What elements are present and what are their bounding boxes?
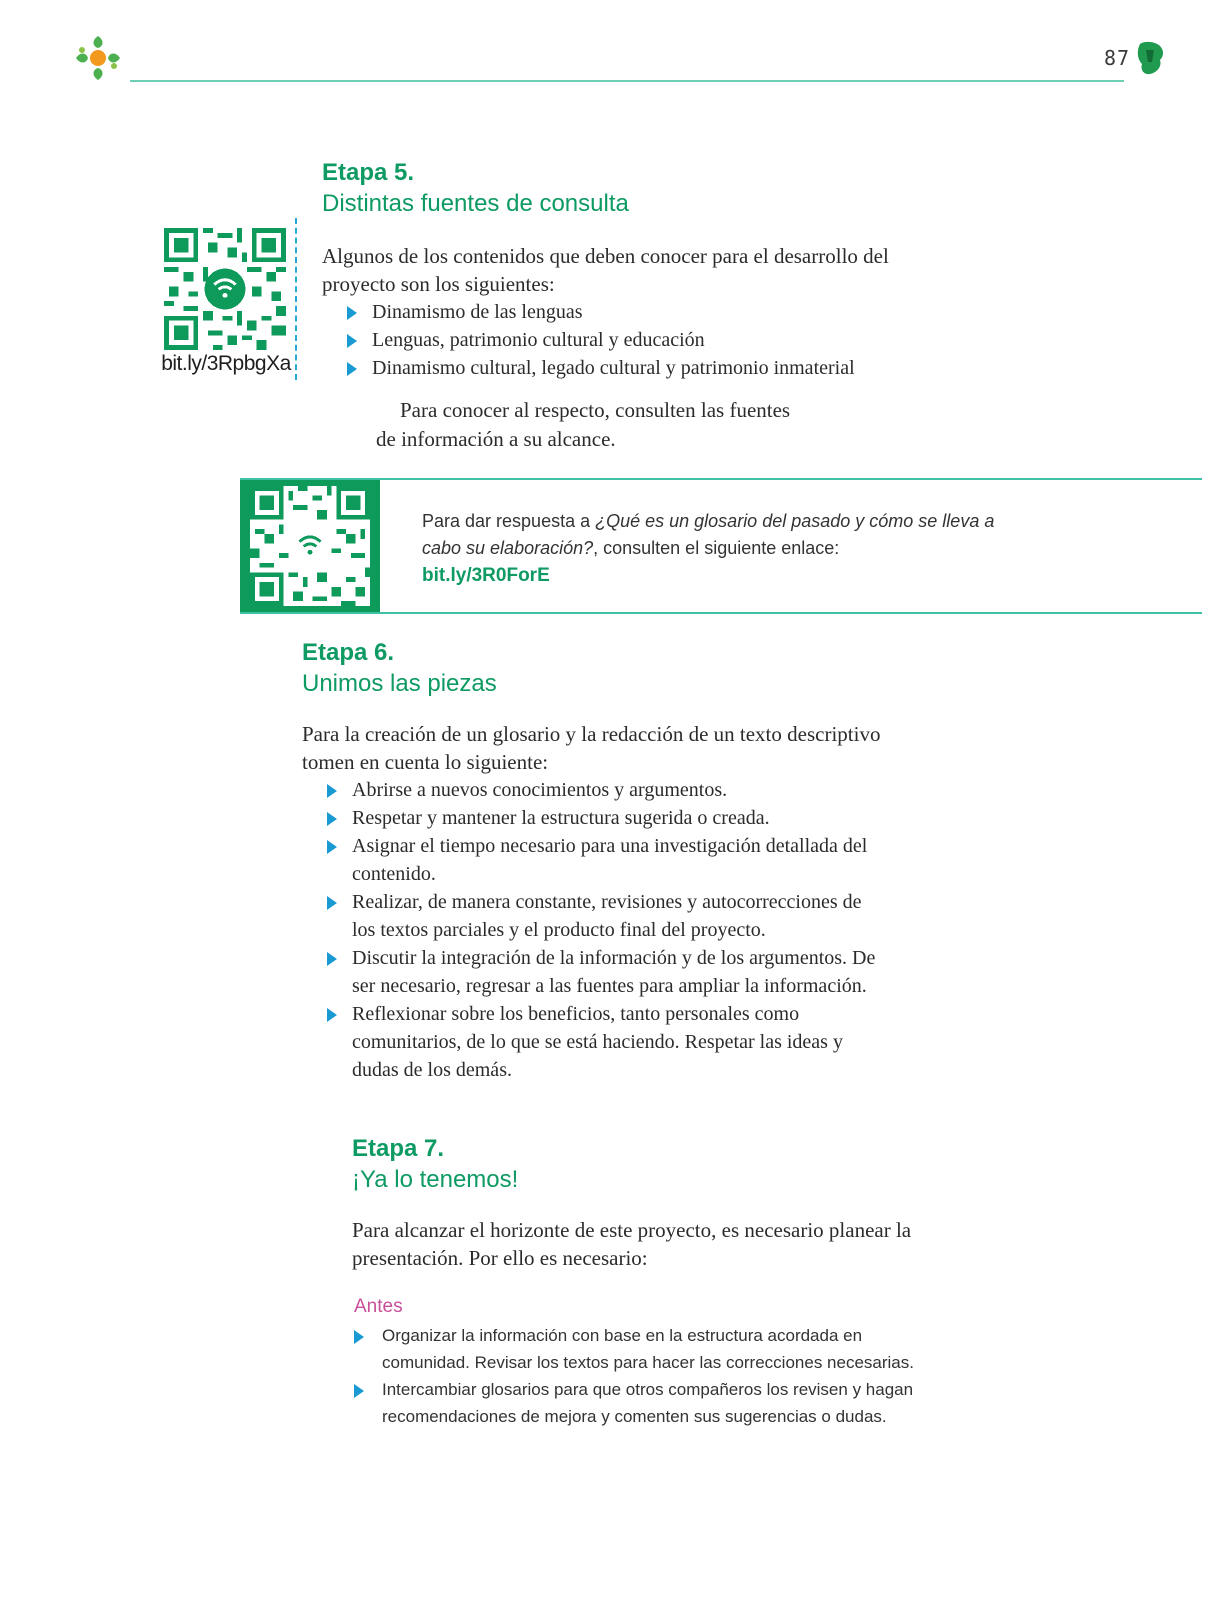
link-box-text	[422, 508, 1022, 589]
list-item-text: Lenguas, patrimonio cultural y educación	[372, 329, 705, 351]
list-item	[347, 298, 947, 326]
list-item-text: Discutir la integración de la información y de los argumentos. De ser necesario, regresar a las fuentes para ampliar la información.	[352, 947, 876, 997]
bullet-triangle-icon	[327, 1008, 337, 1022]
list-item	[347, 354, 947, 382]
list-item-text: Intercambiar glosarios para que otros compañeros los revisen y hagan recomendaciones de mejora y comenten sus sugerencias o dudas.	[382, 1380, 914, 1426]
etapa5-list	[347, 298, 947, 382]
link-box	[240, 478, 1202, 614]
bullet-triangle-icon	[327, 812, 337, 826]
page-number: 87	[1104, 46, 1131, 70]
list-item-text: Dinamismo cultural, legado cultural y patrimonio inmaterial	[372, 357, 855, 379]
bullet-triangle-icon	[347, 334, 357, 348]
etapa5-intro: Algunos de los contenidos que deben conocer para el desarrollo del proyecto son los siguientes:	[322, 244, 889, 296]
list-item	[327, 944, 887, 1000]
list-item-text: Reflexionar sobre los beneficios, tanto personales como comunitarios, de lo que se está haciendo. Respetar las ideas y dudas de los demás.	[352, 1003, 843, 1081]
list-item	[327, 832, 887, 888]
list-item	[354, 1322, 954, 1376]
list-item	[327, 1000, 887, 1084]
list-item-text: Abrirse a nuevos conocimientos y argumentos.	[352, 779, 728, 801]
etapa5-number: Etapa 5.	[322, 159, 415, 186]
list-item	[327, 804, 887, 832]
list-item-text: Asignar el tiempo necesario para una investigación detallada del contenido.	[352, 835, 868, 885]
etapa7-title: ¡Ya lo tenemos!	[352, 1166, 519, 1193]
etapa6-list	[327, 776, 887, 1084]
list-item-text: Realizar, de manera constante, revisiones y autocorrecciones de los textos parciales y el producto final del proyecto.	[352, 891, 862, 941]
etapa6-heading	[302, 638, 802, 700]
bullet-triangle-icon	[354, 1330, 364, 1344]
etapa5-note	[376, 396, 796, 454]
list-item	[327, 776, 887, 804]
etapa7-list	[354, 1322, 954, 1430]
link-box-lead: Para dar respuesta a	[422, 511, 596, 531]
etapa6-title: Unimos las piezas	[302, 670, 497, 697]
list-item	[327, 888, 887, 944]
etapa7-number: Etapa 7.	[352, 1135, 445, 1162]
list-item	[347, 326, 947, 354]
etapa5-title: Distintas fuentes de consulta	[322, 190, 629, 217]
etapa6-intro: Para la creación de un glosario y la redacción de un texto descriptivo tomen en cuenta lo siguiente:	[302, 722, 881, 774]
qr-code-icon[interactable]	[250, 486, 370, 606]
qr-code-icon[interactable]	[164, 228, 286, 350]
bullet-triangle-icon	[347, 306, 357, 320]
list-item-text: Respetar y mantener la estructura sugerida o creada.	[352, 807, 770, 829]
etapa5-note-text: Para conocer al respecto, consulten las fuentes de información a su alcance.	[376, 398, 791, 451]
list-item-text: Dinamismo de las lenguas	[372, 301, 583, 323]
bullet-triangle-icon	[354, 1384, 364, 1398]
etapa6-number: Etapa 6.	[302, 639, 395, 666]
antes-label: Antes	[354, 1296, 403, 1317]
etapa5-heading	[322, 158, 822, 220]
flower-logo-icon	[70, 30, 126, 86]
dashed-divider	[295, 218, 297, 380]
header-rule	[130, 80, 1124, 82]
link-box-tail: , consulten el siguiente enlace:	[593, 538, 840, 558]
list-item	[354, 1376, 954, 1430]
qr-link-text[interactable]: bit.ly/3RpbgXa	[161, 352, 291, 375]
etapa7-intro: Para alcanzar el horizonte de este proyecto, es necesario planear la presentación. Por ello es necesario:	[352, 1218, 912, 1270]
bullet-triangle-icon	[327, 952, 337, 966]
etapa7-heading	[352, 1134, 852, 1196]
list-item-text: Organizar la información con base en la estructura acordada en comunidad. Revisar los textos para hacer las correcciones necesarias.	[382, 1326, 914, 1372]
bullet-triangle-icon	[327, 896, 337, 910]
link-box-question: ¿Qué es un glosario del pasado y cómo se lleva a cabo su elaboración?	[422, 511, 995, 558]
bullet-triangle-icon	[347, 362, 357, 376]
green-figure-icon	[1134, 40, 1166, 76]
link-box-url[interactable]: bit.ly/3R0ForE	[422, 565, 550, 586]
bullet-triangle-icon	[327, 784, 337, 798]
bullet-triangle-icon	[327, 840, 337, 854]
qr-panel	[240, 480, 380, 612]
